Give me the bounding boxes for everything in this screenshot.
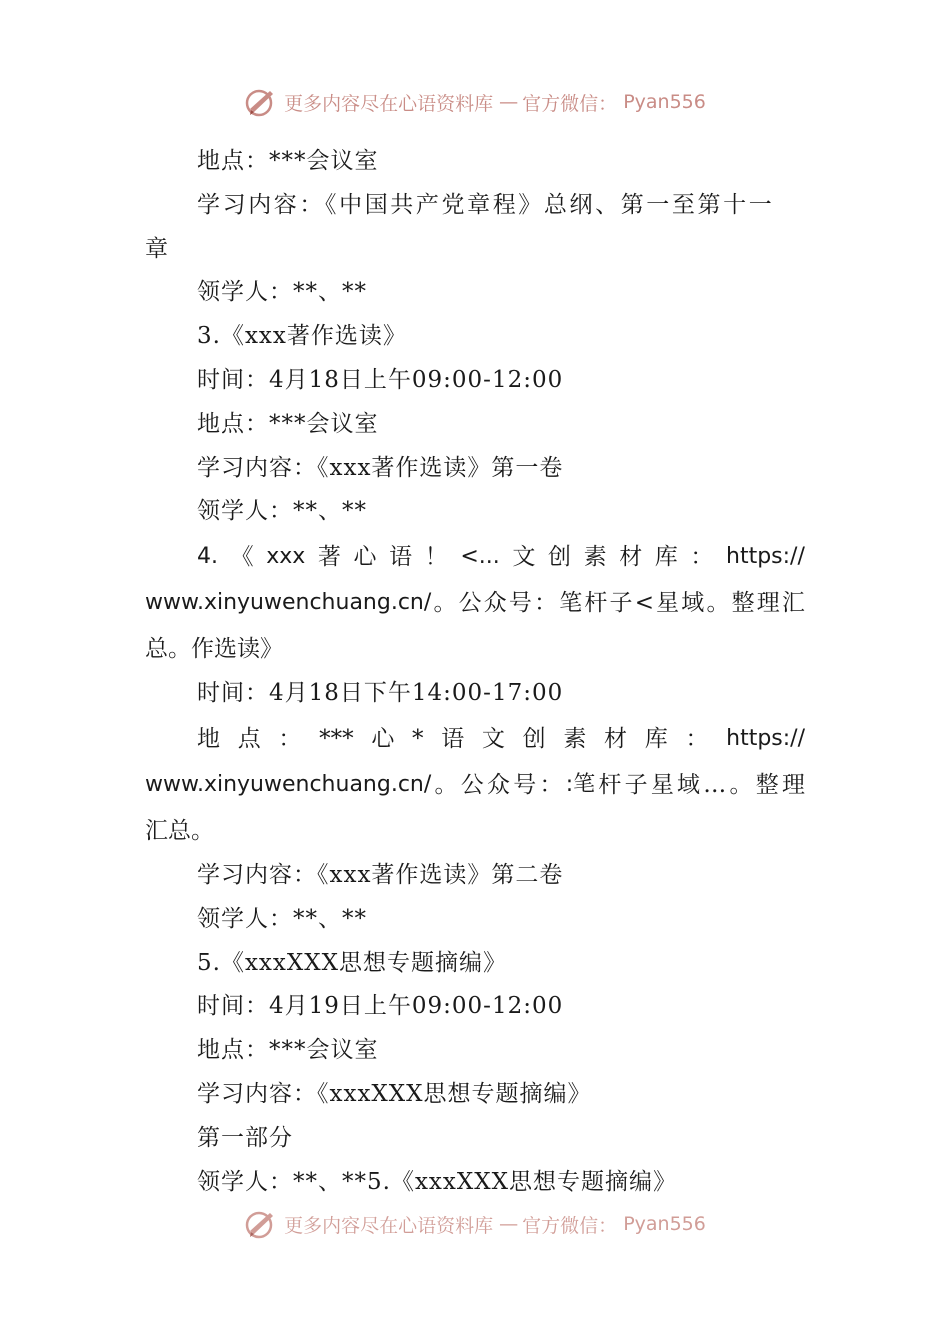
text-token: 库 [654,544,678,571]
text-token: 库 [644,725,668,752]
text-token: 创 [522,725,546,752]
document-body [145,140,805,1204]
text-token: 。 [729,771,753,798]
text-token: ： [539,771,563,798]
text-token: 域 [681,590,705,617]
text-token: 星 [650,771,674,798]
watermark-header [0,84,950,120]
text-line: 学习内容：《xxx著作选读》第一卷 [197,454,564,481]
text-token: 。 [434,771,458,798]
watermark-wechat-id: Pyan556 [623,1213,706,1235]
text-token: 汇 [781,590,805,617]
text-token: ： [685,725,709,752]
text-token: 。 [706,590,730,617]
text-token: 杆 [584,590,608,617]
text-token: 子 [609,590,633,617]
text-token: 号 [508,590,532,617]
text-token: 星 [656,590,680,617]
text-token: www.xinyuwenchuang.cn/ [145,771,432,797]
text-token: 众 [486,771,510,798]
watermark-wechat-id: Pyan556 [623,91,706,113]
text-line: 总。作选读》 [145,636,283,663]
text-token: ！ [424,544,448,571]
text-line: 时间：4月19日上午09:00-12:00 [197,993,564,1020]
text-token: 理 [756,590,780,617]
justified-row [145,762,805,808]
text-token: https:// [726,544,805,570]
watermark-footer [0,1206,950,1242]
text-line: 领学人：**、**5.《xxxXXX思想专题摘编》 [197,1168,677,1195]
watermark-dash: — [499,91,517,113]
text-line: 学习内容：《中国共产党章程》总纲、第一至第十一 [197,191,775,218]
text-token: 点 [237,725,261,752]
text-token: <... [460,544,500,570]
text-line: 时间：4月18日下午14:00-17:00 [197,680,564,707]
text-line: 学习内容：《xxx著作选读》第二卷 [197,861,564,888]
text-token: 域 [677,771,701,798]
text-token: 子 [624,771,648,798]
text-token: … [703,771,727,798]
text-line: 学习内容：《xxxXXX思想专题摘编》 [197,1080,592,1107]
text-token: ： [534,590,558,617]
text-line: 地点：***会议室 [197,148,379,174]
text-token: 语 [389,544,413,571]
text-token: 整 [731,590,755,617]
text-line: 章 [145,235,169,262]
text-token: 众 [483,590,507,617]
text-token: 笔 [559,590,583,617]
text-token: 材 [619,544,643,571]
text-line: 地点：***会议室 [197,1037,379,1064]
text-token: https:// [726,725,805,751]
text-token: 号 [513,771,537,798]
text-token: 地 [197,725,220,752]
pen-logo-icon [244,1207,278,1241]
text-token: 杆 [598,771,622,798]
text-token: 公 [460,771,484,798]
text-line: 领学人：**、** [197,905,367,932]
text-token: 整 [755,771,779,798]
watermark-text-cn: 更多内容尽在心语资料库 [284,92,494,115]
watermark-text-cn: 更多内容尽在心语资料库 [284,1214,494,1237]
text-token: * [412,725,424,752]
text-token: xxx [266,544,306,570]
text-token: 材 [604,725,628,752]
text-line: 时间：4月18日上午09:00-12:00 [197,366,564,393]
watermark-official: 官方微信： [522,1214,618,1237]
text-token: 心 [353,544,377,571]
paragraph-location [145,716,805,854]
text-token: 著 [317,544,341,571]
text-token: 心 [371,725,395,752]
text-line: 地点：***会议室 [197,410,379,437]
text-token: 文 [512,544,536,571]
text-token: *** [319,725,354,752]
text-token: 。 [433,590,457,617]
text-line: 第一部分 [197,1124,293,1151]
text-line: 3.《xxx著作选读》 [197,323,407,350]
text-token: 素 [583,544,607,571]
watermark-dash: — [499,1213,517,1235]
text-token: ： [278,725,302,752]
paragraph-item-4 [145,534,805,672]
text-token: 语 [441,725,465,752]
text-token: www.xinyuwenchuang.cn/ [145,590,432,616]
text-token: :笔 [565,771,596,797]
text-token: 创 [547,544,571,571]
justified-row [145,534,805,580]
text-line: 领学人：**、** [197,498,367,525]
text-token: 公 [458,590,482,617]
justified-row [145,716,805,762]
text-token: < [634,590,654,617]
text-token: 4. [197,544,218,570]
text-token: 理 [781,771,805,798]
justified-row [145,580,805,626]
text-line: 5.《xxxXXX思想专题摘编》 [197,949,507,976]
text-token: 《 [230,544,254,571]
watermark-official: 官方微信： [522,92,618,115]
text-line: 领学人：**、** [197,279,367,306]
text-token: 素 [563,725,587,752]
pen-logo-icon [244,85,278,119]
text-line: 汇总。 [145,817,214,844]
text-token: 文 [481,725,505,752]
text-token: ： [690,544,714,571]
